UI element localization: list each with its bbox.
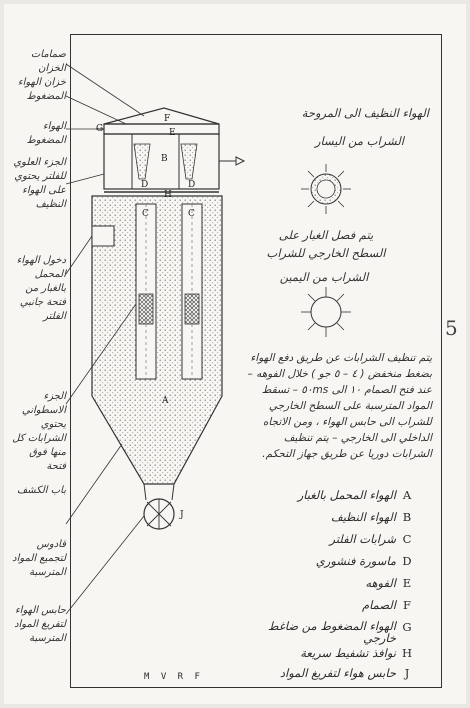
legend-code-e: E <box>402 576 412 590</box>
legend-code-j: J <box>404 666 410 680</box>
legend-row-f <box>254 598 414 616</box>
note-dust-separation: يتم فصل الغبار على السطح الخارجي للشراب <box>266 228 386 260</box>
label-clean-air-section: الجزء العلوي للفلتر يحتوي على الهواء النظيف <box>13 157 66 210</box>
legend-code-g: G <box>402 620 412 634</box>
label-cylindrical-section: الجزء الاسطواني يحتوي الشرابات كل منها فوق فتحة <box>12 391 66 472</box>
venturi-left <box>134 144 150 179</box>
legend-code-d: D <box>402 554 412 568</box>
page-number: 5 <box>445 316 458 340</box>
legend-row-h <box>254 646 414 664</box>
legend-row-e <box>254 576 414 594</box>
legend-text-e: الفوهه <box>365 576 396 590</box>
diagram-letter-d-right: D <box>188 180 196 190</box>
note-clean-air-to-fan: الهواء النظيف الى المروحة <box>301 106 429 120</box>
side-inlet-duct <box>92 226 114 246</box>
legend-code-b: B <box>402 510 412 524</box>
diagram-letter-d-left: D <box>141 180 149 190</box>
air-header <box>104 124 219 134</box>
legend-text-a: الهواء المحمل بالغبار <box>297 488 396 502</box>
legend-text-g: الهواء المضغوط من ضاغط خارجي <box>267 619 396 645</box>
bag-section-left-icon <box>301 164 351 214</box>
legend-text-j: حابس هواء لتفريغ المواد <box>279 666 396 680</box>
label-dusty-air-inlet: دخول الهواء المحمل بالغبار من فتحة جانبي الفلتر <box>16 255 66 322</box>
legend-row-b <box>254 510 414 528</box>
diagram-letter-c-left: C <box>142 209 149 219</box>
legend-row-a <box>254 488 414 506</box>
diagram-letter-j: J <box>180 510 184 520</box>
diagram-letter-b: B <box>161 154 168 164</box>
legend-row-g <box>254 620 414 646</box>
legend-text-b: الهواء النظيف <box>330 510 396 524</box>
legend-row-c <box>254 532 414 550</box>
legend-row-j <box>254 666 414 684</box>
label-tank-valves: صمامات الخزان <box>30 49 66 74</box>
note-cleaning-process: يتم تنظيف الشرابات عن طريق دفع الهواء بضغط منخفض ( ٤ – ٥ جو ) خلال الفوهه – عند فتح الصمام ١٠ الى ٥٠ms – تسقط المواد المترسبة على السطح الخارجي للشراب الى حابس الهواء ، ومن الاتجاه الداخلي الى الخارجي – يتم تنظيف الشرابات دوريا عن طريق جهاز التحكم. <box>247 352 432 460</box>
label-inspection-door: باب الكشف <box>16 485 66 496</box>
label-compressed-air-tank: خزان الهواء المضغوط <box>17 77 66 102</box>
diagram-letter-f: F <box>164 114 171 124</box>
diagram-letter-a: A <box>162 396 169 406</box>
diagram-letter-h: H <box>164 190 172 200</box>
legend-text-f: الصمام <box>362 598 396 612</box>
bag-section-right-icon <box>301 287 351 337</box>
footer-code: M V R F <box>144 672 203 682</box>
diagram-letter-c-right: C <box>188 209 195 219</box>
diagram-letter-g: G <box>96 124 104 134</box>
paper-sheet <box>4 4 466 704</box>
legend-text-c: شرابات الفلتر <box>329 532 396 546</box>
note-bags-left: الشراب من اليسار <box>314 134 404 148</box>
label-airlock-discharge: حابس الهواء لتفريغ المواد المترسبة <box>14 605 66 644</box>
label-collection-hopper: قادوس لتجميع المواد المترسبة <box>12 539 66 578</box>
note-bags-right: الشراب من اليمين <box>279 270 369 284</box>
legend-row-d <box>254 554 414 572</box>
legend-code-h: H <box>401 646 413 660</box>
legend-text-d: ماسورة فنشوري <box>315 554 396 568</box>
diagram-letter-e: E <box>169 128 176 138</box>
venturi-right <box>181 144 197 179</box>
legend-code-c: C <box>402 532 412 546</box>
label-compressed-air: الهواء المضغوط <box>26 121 66 146</box>
legend-text-h: نوافذ تشفيط سريعة <box>300 646 396 660</box>
legend-code-a: A <box>402 488 412 502</box>
legend-code-f: F <box>403 598 411 612</box>
